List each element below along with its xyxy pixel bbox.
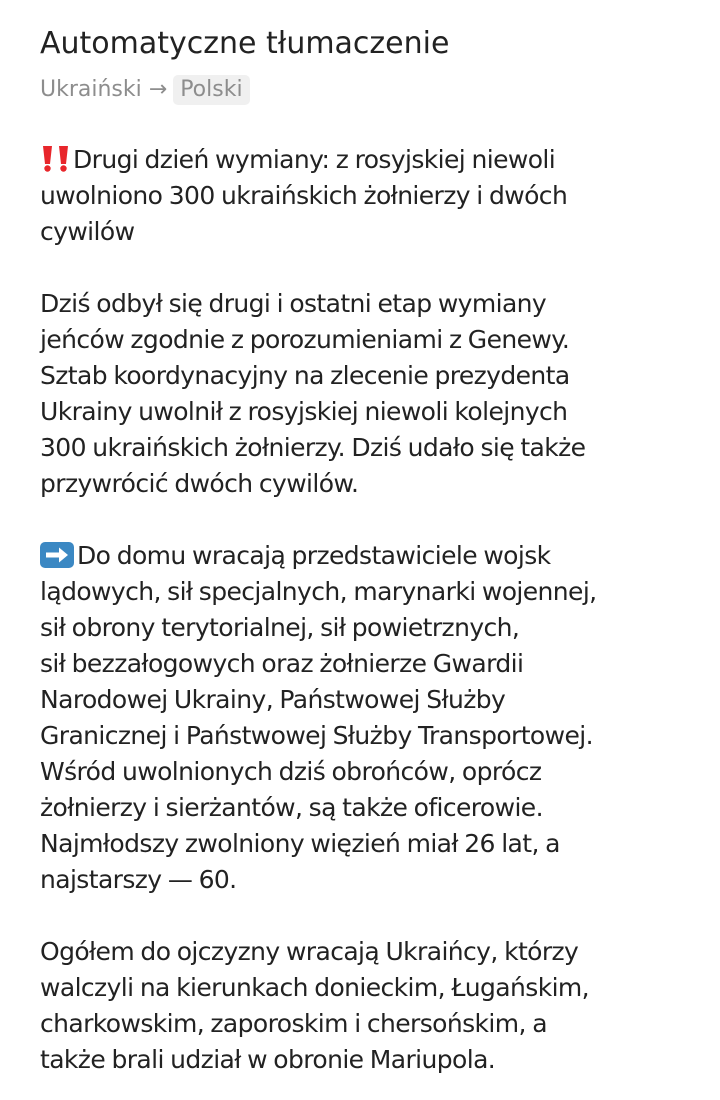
paragraph-3 bbox=[40, 538, 680, 898]
text-line: walczyli na kierunkach donieckim, Ługańskim, bbox=[40, 973, 590, 1002]
text-line: Ogółem do ojczyzny wracają Ukraińcy, którzy bbox=[40, 937, 579, 966]
text-line: Sztab koordynacyjny na zlecenie prezydenta bbox=[40, 361, 570, 390]
translated-text bbox=[40, 142, 680, 1078]
text-line: Granicznej i Państwowej Służby Transportowej. bbox=[40, 721, 593, 750]
paragraph-4 bbox=[40, 934, 680, 1078]
text-line: cywilów bbox=[40, 217, 135, 246]
text-line: Najmłodszy zwolniony więzień miał 26 lat, a bbox=[40, 829, 560, 858]
text-line: jeńców zgodnie z porozumieniami z Genewy. bbox=[40, 325, 570, 354]
target-language-chip[interactable]: Polski bbox=[173, 75, 249, 105]
double-exclamation-icon bbox=[40, 146, 73, 172]
text-line: żołnierzy i sierżantów, są także oficerowie. bbox=[40, 793, 543, 822]
text-line: Drugi dzień wymiany: z rosyjskiej niewoli bbox=[40, 142, 680, 178]
text-line: sił obrony terytorialnej, sił powietrznych, bbox=[40, 613, 520, 642]
text-line: charkowskim, zaporoskim i chersońskim, a bbox=[40, 1009, 547, 1038]
text-line: najstarszy — 60. bbox=[40, 865, 237, 894]
text-line: Do domu wracają przedstawiciele wojsk bbox=[40, 538, 680, 574]
text-line: uwolniono 300 ukraińskich żołnierzy i dwóch bbox=[40, 181, 568, 210]
language-row bbox=[40, 75, 680, 105]
text-line: także brali udział w obronie Mariupola. bbox=[40, 1045, 496, 1074]
text-line: Ukrainy uwolnił z rosyjskiej niewoli kolejnych bbox=[40, 397, 568, 426]
paragraph-2 bbox=[40, 286, 680, 502]
text-line: sił bezzałogowych oraz żołnierze Gwardii bbox=[40, 649, 524, 678]
text-line: Wśród uwolnionych dziś obrońców, oprócz bbox=[40, 757, 542, 786]
text-line: Dziś odbył się drugi i ostatni etap wymiany bbox=[40, 289, 547, 318]
text-line: 300 ukraińskich żołnierzy. Dziś udało się także bbox=[40, 433, 586, 462]
page-title: Automatyczne tłumaczenie bbox=[40, 26, 450, 61]
right-arrow-icon bbox=[40, 542, 76, 568]
paragraph-1 bbox=[40, 142, 680, 250]
arrow-right-icon: → bbox=[148, 77, 168, 102]
text-line: lądowych, sił specjalnych, marynarki wojennej, bbox=[40, 577, 597, 606]
text-line: przywrócić dwóch cywilów. bbox=[40, 469, 359, 498]
source-language[interactable]: Ukraiński bbox=[40, 77, 142, 102]
text-line: Narodowej Ukrainy, Państwowej Służby bbox=[40, 685, 506, 714]
